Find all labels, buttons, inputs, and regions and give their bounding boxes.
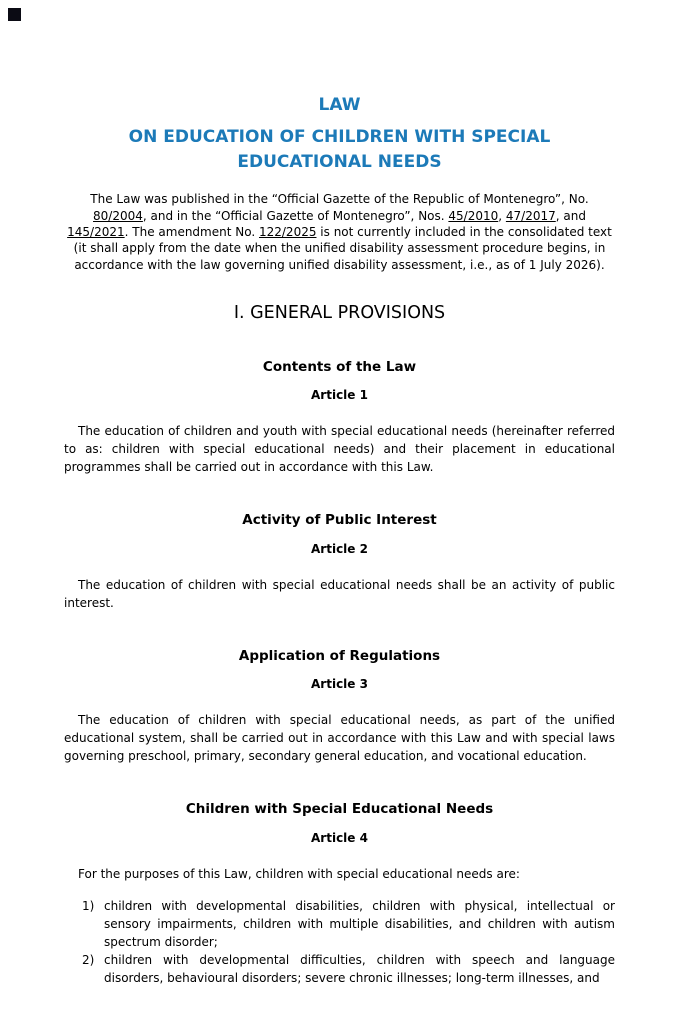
publication-text: , and in the “Official Gazette of Montenegro”, Nos. [142,208,449,223]
document-title-line2: ON EDUCATION OF CHILDREN WITH SPECIAL EDUCATIONAL NEEDS [128,127,551,172]
article-title: Children with Special Educational Needs [185,801,494,818]
publication-text: . The amendment No. [124,224,259,239]
publication-text: is not currently included in the consolidated text (it shall apply from the date when the unified disability assessment procedure begins, in accordance with the law governing unified disability assessment, i.e., as of 1 July 2026). [73,224,612,272]
article-section [64,648,615,766]
list-item [64,951,615,987]
gazette-link-47-2017[interactable]: 47/2017 [505,208,556,223]
article-number: Article 2 [311,541,368,556]
gazette-link-45-2010[interactable]: 45/2010 [448,208,499,223]
list-item-marker: 2) [82,952,95,967]
article-paragraph: The education of children with special educational needs shall be an activity of public interest. [64,577,615,610]
list-item-marker: 1) [82,898,95,913]
publication-text: , [498,208,506,223]
article-title: Contents of the Law [262,358,417,375]
publication-text: The Law was published in the “Official Gazette of the Republic of Montenegro”, No. [90,192,589,207]
article-paragraph: The education of children with special educational needs, as part of the unified educational system, shall be carried out in accordance with this Law and with special laws governing preschool, primary, secondary general education, and vocational education. [64,713,615,764]
article-section [64,512,615,612]
corner-marker [8,8,21,21]
document-title-line1: LAW [318,95,361,116]
part-heading: I. GENERAL PROVISIONS [233,302,446,323]
list-item-text: children with developmental disabilities, children with physical, intellectual or sensory impairments, children with multiple disabilities, and children with autism spectrum disorder; [104,898,615,949]
gazette-link-145-2021[interactable]: 145/2021 [67,224,125,239]
publication-text: , and [555,208,586,223]
document-title [64,93,615,174]
definition-list [64,897,615,987]
article-section [64,801,615,987]
list-item-text: children with developmental difficulties, children with speech and language disorders, behavioural disorders; severe chronic illnesses; long-term illnesses, and [104,952,615,985]
amendment-link-122-2025[interactable]: 122/2025 [258,224,317,239]
article-number: Article 3 [311,677,368,692]
article-title: Activity of Public Interest [242,512,437,529]
article-number: Article 1 [311,388,368,403]
article-title: Application of Regulations [238,647,441,664]
article-paragraph: For the purposes of this Law, children with special educational needs are: [78,866,520,881]
article-number: Article 4 [311,830,368,845]
article-paragraph: The education of children and youth with special educational needs (hereinafter referred to as: children with special educational needs) and their placement in educational programmes shall be carried out in accordance with this Law. [64,424,615,475]
article-section [64,359,615,477]
list-item [64,897,615,951]
publication-note [64,191,615,273]
gazette-link-80-2004[interactable]: 80/2004 [93,208,143,223]
